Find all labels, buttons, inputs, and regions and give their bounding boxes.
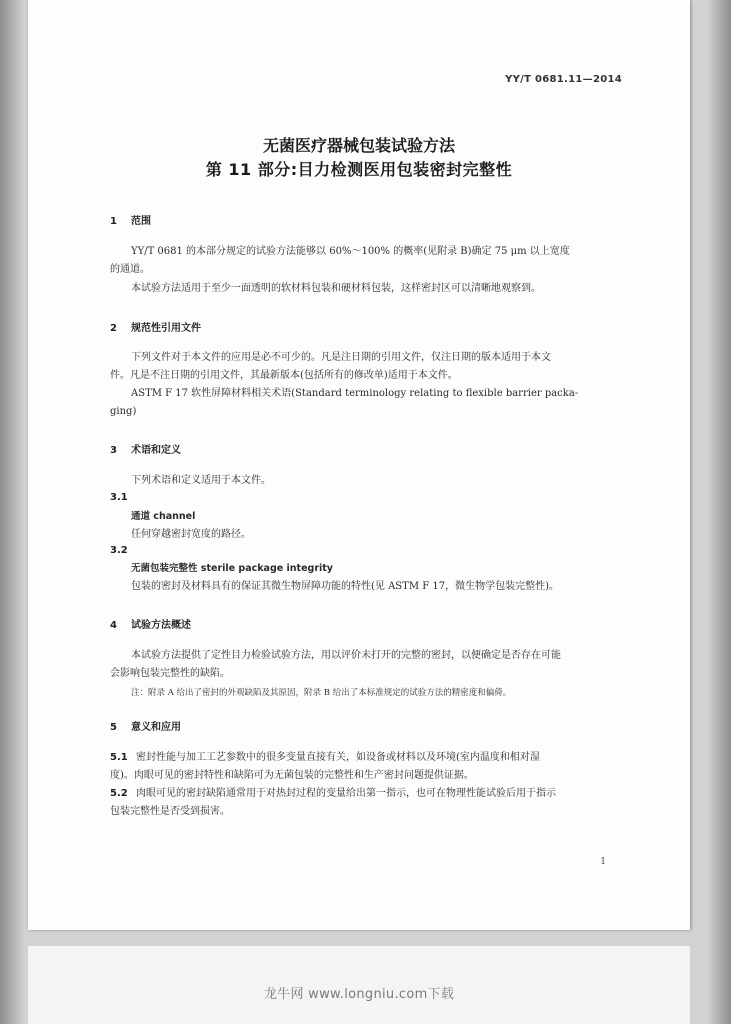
clause-number: 5.2 [110,788,128,799]
paragraph-line: 下列术语和定义适用于本文件。 [131,475,271,486]
clause-number: 3.2 [110,545,128,556]
paragraph-line: 肉眼可见的密封缺陷通常用于对热封过程的变量给出第一指示，也可在物理性能试验后用于指示 [136,788,556,799]
section-4-heading [110,616,191,631]
section-title: 范围 [131,216,151,227]
term-entry: 无菌包装完整性 sterile package integrity [131,563,333,574]
section-3-heading [110,441,181,456]
paragraph-line: YY/T 0681 的本部分规定的试验方法能够以 60%～100% 的概率(见附录 B)确定 75 μm 以上宽度 [131,246,570,257]
site-watermark: 龙牛网 www.longniu.com下载 [263,987,455,1002]
term-definition: 任何穿越密封宽度的路径。 [131,529,251,540]
section-2-heading [110,319,201,334]
standard-code: YY/T 0681.11—2014 [505,74,622,85]
footer-band [28,946,690,1024]
section-title: 规范性引用文件 [131,323,201,334]
section-number: 4 [110,620,117,631]
section-title: 意义和应用 [131,722,181,733]
paragraph-line: 的通道。 [110,264,150,275]
page-number: 1 [600,857,606,867]
paragraph-line: 本试验方法提供了定性目力检验试验方法，用以评价未打开的完整的密封，以便确定是否存在可能 [131,650,561,661]
note-line: 注：附录 A 给出了密封的外观缺陷及其原因，附录 B 给出了本标准规定的试验方法的精密度和偏倚。 [131,688,512,698]
section-title: 试验方法概述 [131,620,191,631]
section-number: 2 [110,323,117,334]
paragraph-line: 密封性能与加工工艺参数中的很多变量直接有关，如设备或材料以及环境(室内温度和相对湿 [136,752,540,763]
term-entry: 通道 channel [131,511,196,522]
document-page [28,0,690,930]
paragraph-line: 件。凡是不注日期的引用文件，其最新版本(包括所有的修改单)适用于本文件。 [110,370,458,381]
paragraph-line: 本试验方法适用于至少一面透明的软材料包装和硬材料包装，这样密封区可以清晰地观察到。 [131,283,541,294]
section-number: 1 [110,216,117,227]
document-subtitle: 第 11 部分:目力检测医用包装密封完整性 [205,160,513,179]
clause-number: 3.1 [110,492,128,503]
paragraph-line: 下列文件对于本文件的应用是必不可少的。凡是注日期的引用文件，仅注日期的版本适用于本文 [131,352,551,363]
section-number: 5 [110,722,117,733]
section-1-heading [110,212,151,227]
paragraph-line: 包装完整性是否受到损害。 [110,806,230,817]
term-definition: 包装的密封及材料具有的保证其微生物屏障功能的特性(见 ASTM F 17，微生物学包装完整性)。 [131,581,559,592]
section-5-heading [110,718,181,733]
section-number: 3 [110,445,117,456]
reference-line: ASTM F 17 软性屏障材料相关术语(Standard terminology relating to flexible barrier packa- [131,388,579,399]
reference-line: ging) [110,406,137,417]
paragraph-line: 度)。肉眼可见的密封特性和缺陷可为无菌包装的完整性和生产密封问题提供证据。 [110,770,474,781]
clause-number: 5.1 [110,752,128,763]
paragraph-line: 会影响包装完整性的缺陷。 [110,668,230,679]
document-title: 无菌医疗器械包装试验方法 [262,136,455,155]
section-title: 术语和定义 [131,445,181,456]
